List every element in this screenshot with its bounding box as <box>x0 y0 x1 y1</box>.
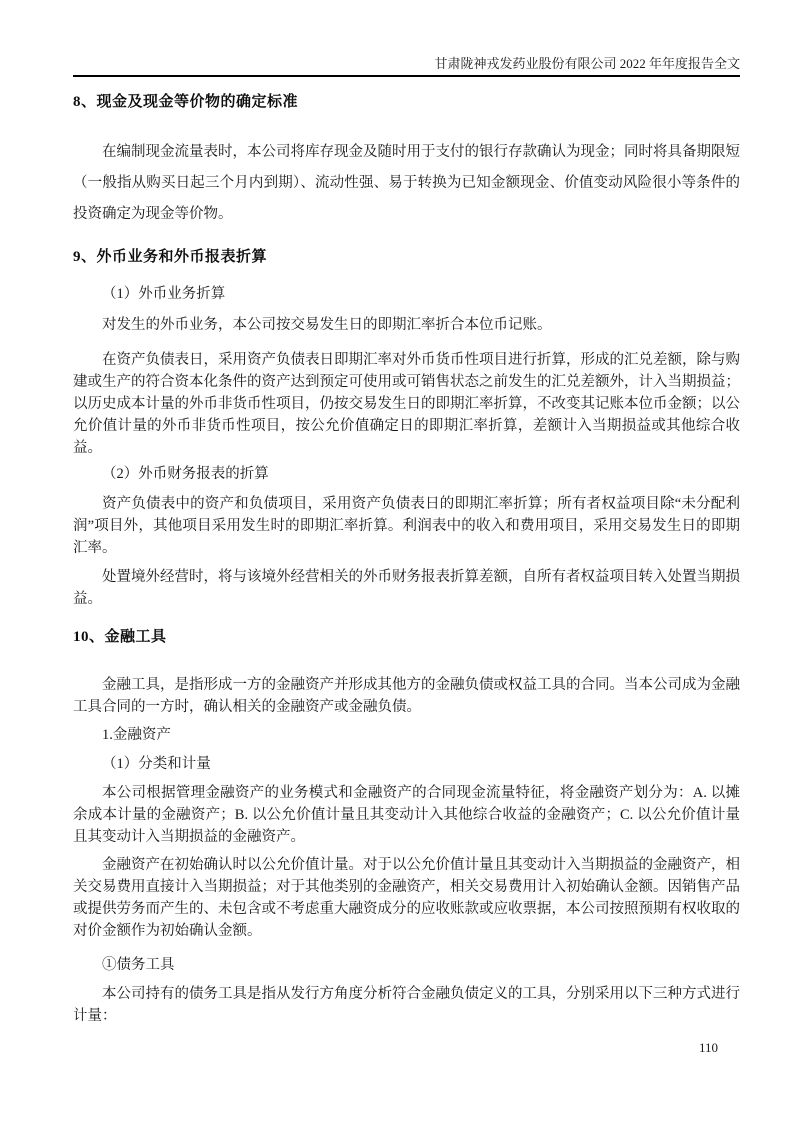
page-header <box>73 55 740 72</box>
subheading-debt-instruments: ①债务工具 <box>102 957 175 973</box>
header-rule <box>73 75 740 77</box>
subheading-fx-transactions: （1）外币业务折算 <box>102 286 226 302</box>
subheading-fx-statements: （2）外币财务报表的折算 <box>102 466 269 482</box>
paragraph-fx-balance-sheet: 在资产负债表日，采用资产负债表日即期汇率对外币货币性项目进行折算，形成的汇兑差额，除与购建或生产的符合资本化条件的资产达到预定可使用或可销售状态之前发生的汇兑差额外，计入当期损益；以历史成本计量的外币非货币性项目，仍按交易发生日的即期汇率折算，不改变其记账本位币金额；以公允价值计量的外币非货币性项目，按公允价值确定日的即期汇率折算，差额计入当期损益或其他综合收益。 <box>73 352 740 456</box>
paragraph-initial-measurement: 金融资产在初始确认时以公允价值计量。对于以公允价值计量且其变动计入当期损益的金融资产，相关交易费用直接计入当期损益；对于其他类别的金融资产，相关交易费用计入初始确认金额。因销售产品或提供劳务而产生的、未包含或不考虑重大融资成分的应收账款或应收票据，本公司按照预期有权收取的对价金额作为初始确认金额。 <box>73 857 740 939</box>
subheading-classification-measurement: （1）分类和计量 <box>102 756 211 772</box>
section-heading-9: 9、外币业务和外币报表折算 <box>73 249 268 265</box>
paragraph-fx-disposal: 处置境外经营时，将与该境外经营相关的外币财务报表折算差额，自所有者权益项目转入处置当期损益。 <box>73 569 740 607</box>
header-title: 甘肃陇神戎发药业股份有限公司 2022 年年度报告全文 <box>434 56 740 71</box>
section-heading-10: 10、金融工具 <box>73 629 167 645</box>
subheading-financial-assets: 1.金融资产 <box>102 727 171 743</box>
paragraph-fx-bookkeeping: 对发生的外币业务，本公司按交易发生日的即期汇率折合本位币记账。 <box>102 317 552 333</box>
paragraph-debt-instruments-intro: 本公司持有的债务工具是指从发行方角度分析符合金融负债定义的工具，分别采用以下三种方式进行计量： <box>73 986 740 1024</box>
paragraph-financial-instruments-def: 金融工具，是指形成一方的金融资产并形成其他方的金融负债或权益工具的合同。当本公司成为金融工具合同的一方时，确认相关的金融资产或金融负债。 <box>73 677 740 715</box>
paragraph-fx-statement-translation: 资产负债表中的资产和负债项目，采用资产负债表日的即期汇率折算；所有者权益项目除“未分配利润”项目外，其他项目采用发生时的即期汇率折算。利润表中的收入和费用项目，采用交易发生日的即期汇率。 <box>73 496 740 556</box>
paragraph-cash-equivalents: 在编制现金流量表时，本公司将库存现金及随时用于支付的银行存款确认为现金；同时将具备期限短（一般指从购买日起三个月内到期）、流动性强、易于转换为已知金额现金、价值变动风险很小等条件的投资确定为现金等价物。 <box>73 144 740 222</box>
page-number: 110 <box>698 1040 718 1055</box>
section-heading-8: 8、现金及现金等价物的确定标准 <box>73 94 299 110</box>
paragraph-asset-classification: 本公司根据管理金融资产的业务模式和金融资产的合同现金流量特征，将金融资产划分为：A. 以摊余成本计量的金融资产；B. 以公允价值计量且其变动计入其他综合收益的金融资产；C. 以公允价值计量且其变动计入当期损益的金融资产。 <box>73 785 740 845</box>
